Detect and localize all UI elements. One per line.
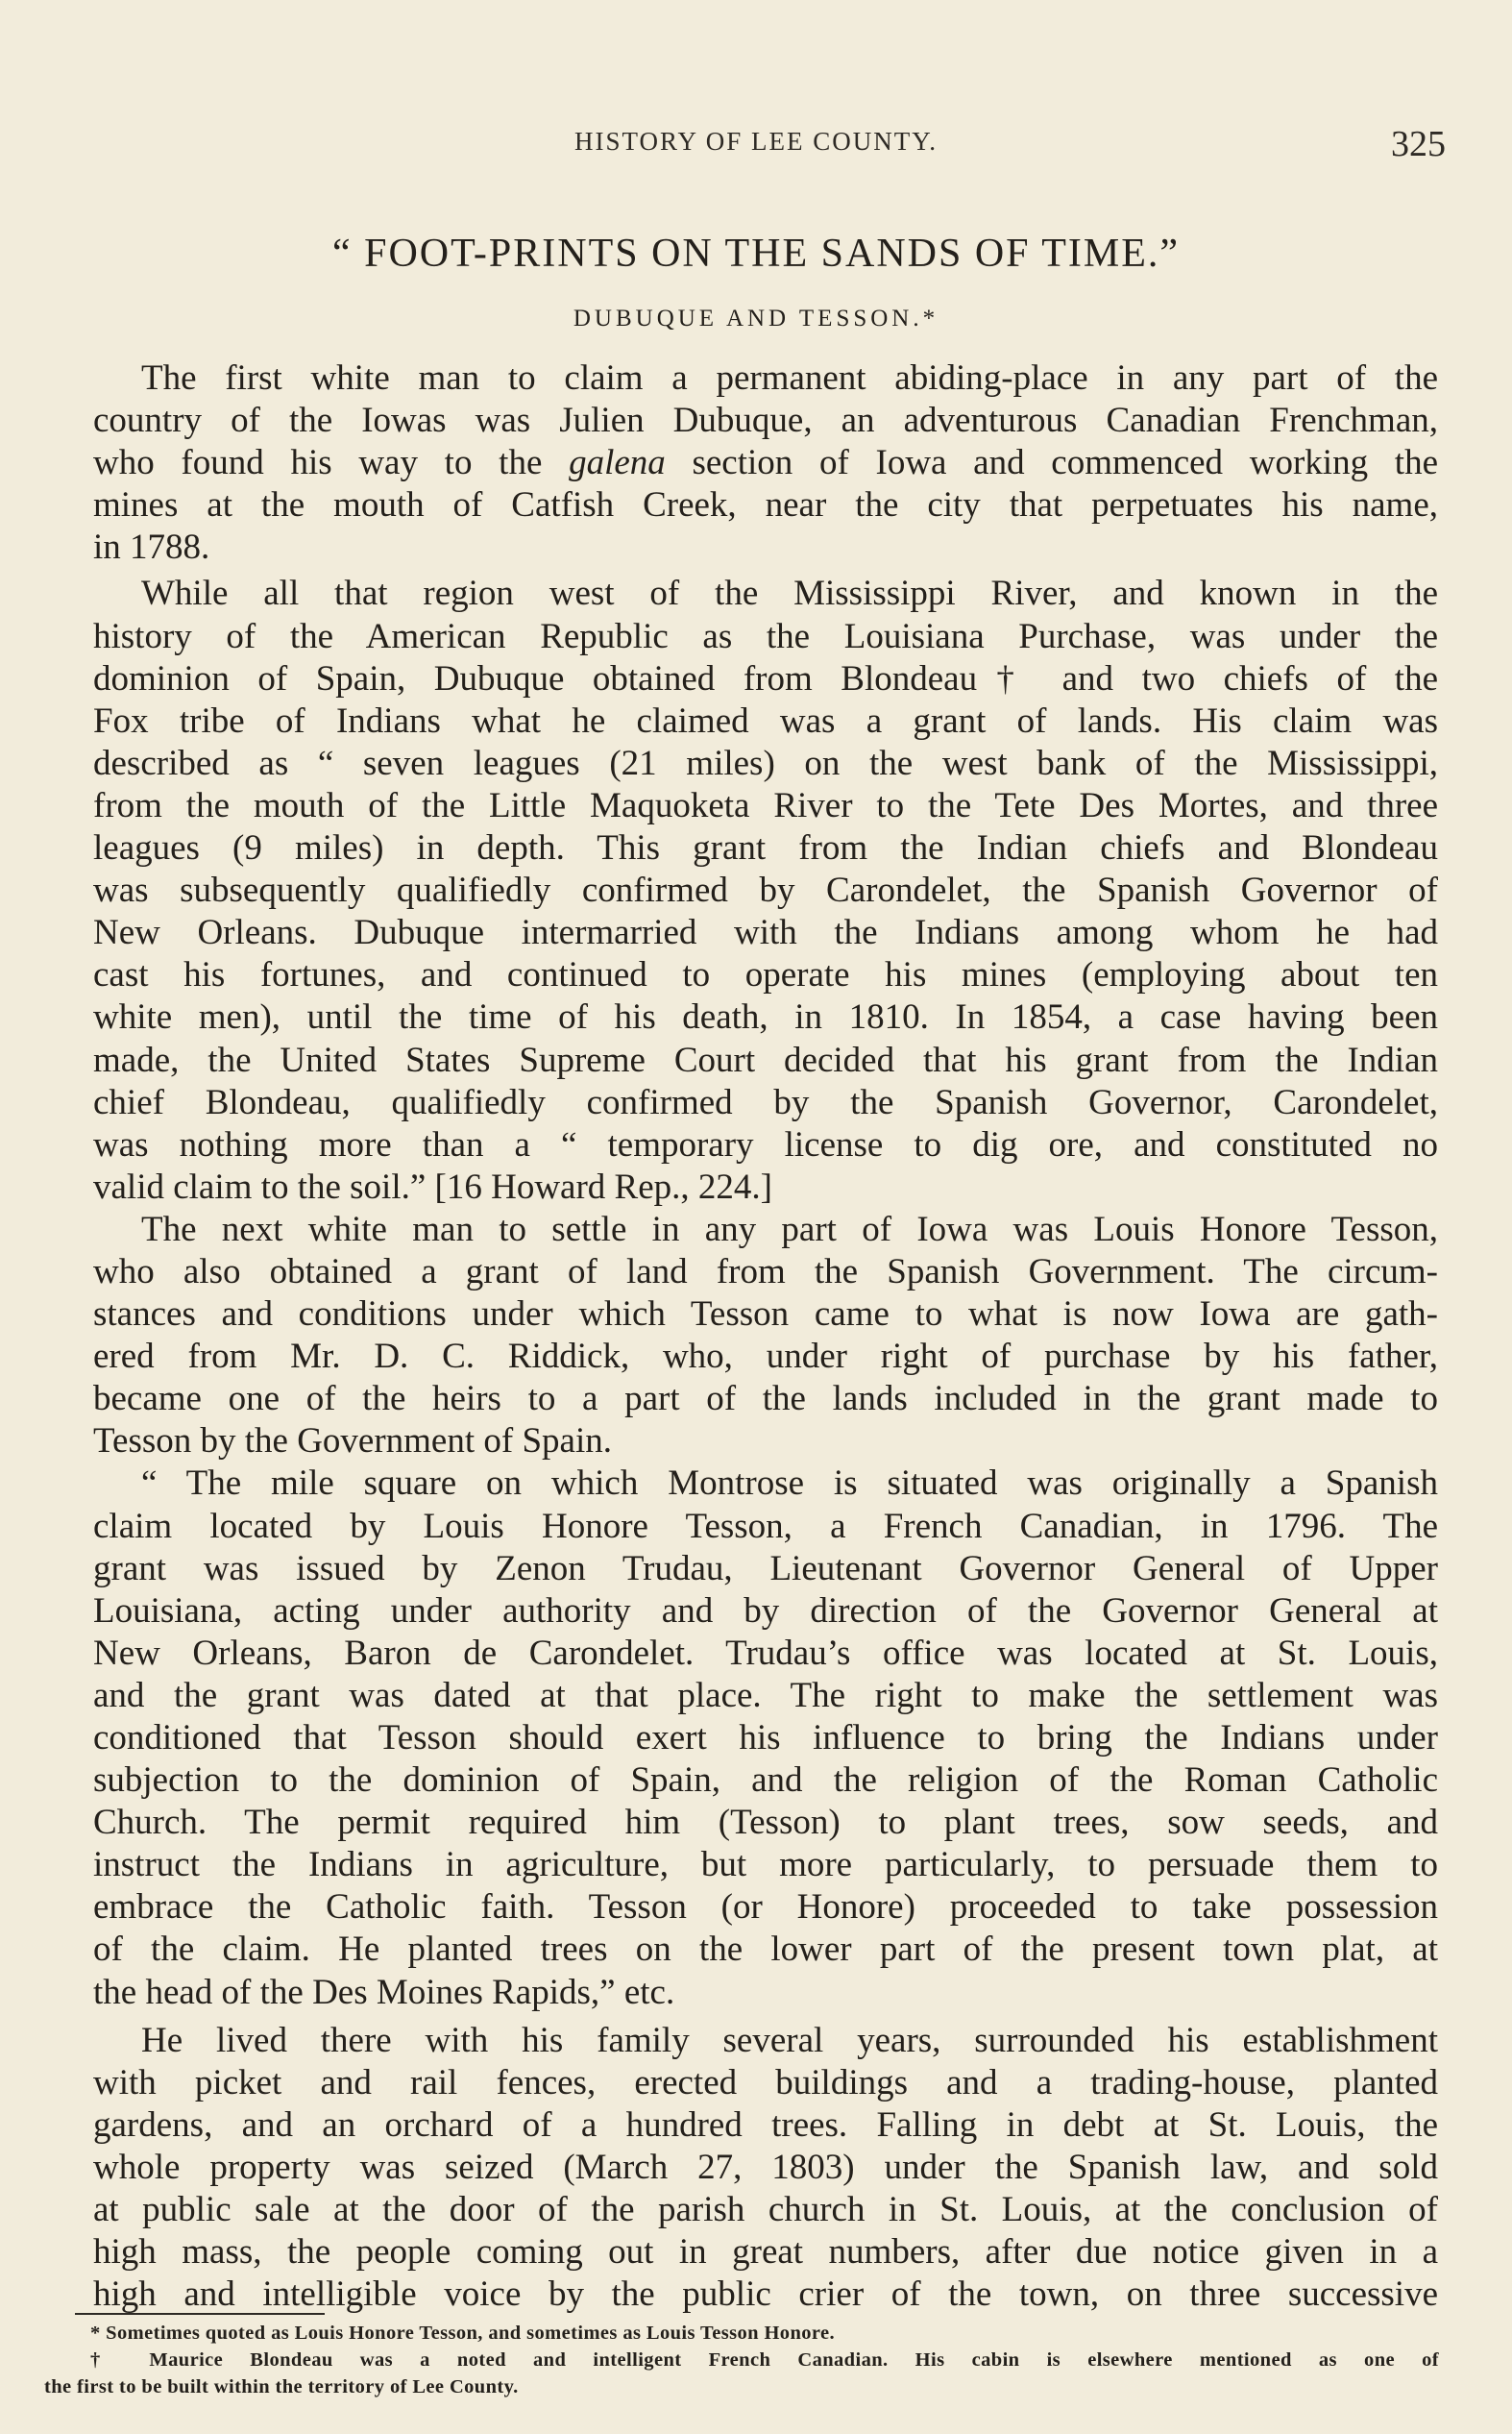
text-line: Church. The permit required him (Tesson) to plant trees, sow seeds, and bbox=[93, 1803, 1438, 1843]
chapter-title: “ FOOT-PRINTS ON THE SANDS OF TIME.” bbox=[331, 232, 1181, 276]
text-line: was subsequently qualifiedly confirmed by Carondelet, the Spanish Governor of bbox=[93, 871, 1438, 911]
text-line: with picket and rail fences, erected buildings and a trading-house, planted bbox=[93, 2062, 1438, 2102]
text-line: was nothing more than a “ temporary license to dig ore, and constituted no bbox=[93, 1124, 1438, 1165]
text-line: dominion of Spain, Dubuque obtained from Blondeau† and two chiefs of the bbox=[93, 658, 1438, 699]
page-number: 325 bbox=[1391, 124, 1446, 164]
text-line: ered from Mr. D. C. Riddick, who, under right of purchase by his father, bbox=[93, 1337, 1438, 1377]
body-text bbox=[93, 357, 1438, 2316]
text-line: embrace the Catholic faith. Tesson (or Honore) proceeded to take possession bbox=[93, 1887, 1438, 1928]
text-line: New Orleans. Dubuque intermarried with the Indians among whom he had bbox=[93, 913, 1438, 953]
text-line: The next white man to settle in any part of Iowa was Louis Honore Tesson, bbox=[141, 1209, 1438, 1249]
footnote-dagger: † Maurice Blondeau was a noted and intelligent French Canadian. His cabin is elsewhere mentioned as one of bbox=[90, 2349, 1439, 2371]
text-line: claim located by Louis Honore Tesson, a French Canadian, in 1796. The bbox=[93, 1506, 1438, 1546]
text-line: whole property was seized (March 27, 1803) under the Spanish law, and sold bbox=[93, 2147, 1438, 2187]
running-title: HISTORY OF LEE COUNTY. bbox=[573, 127, 939, 156]
text-line: made, the United States Supreme Court decided that his grant from the Indian bbox=[93, 1040, 1438, 1080]
text-line: country of the Iowas was Julien Dubuque, an adventurous Canadian Frenchman, bbox=[93, 401, 1438, 441]
text-line: at public sale at the door of the parish church in St. Louis, at the conclusion of bbox=[93, 2190, 1438, 2230]
text-line: who also obtained a grant of land from the Spanish Government. The circum- bbox=[93, 1251, 1438, 1291]
text-line: stances and conditions under which Tesson came to what is now Iowa are gath- bbox=[93, 1294, 1438, 1335]
text-line: While all that region west of the Mississippi River, and known in the bbox=[141, 574, 1438, 614]
text-line: from the mouth of the Little Maquoketa River to the Tete Des Mortes, and three bbox=[93, 785, 1438, 825]
text-line: Tesson by the Government of Spain. bbox=[93, 1421, 612, 1462]
section-title: DUBUQUE AND TESSON.* bbox=[573, 306, 939, 332]
text-line: conditioned that Tesson should exert his influence to bring the Indians under bbox=[93, 1718, 1438, 1758]
running-head bbox=[0, 123, 1512, 171]
text-line: white men), until the time of his death, in 1810. In 1854, a case having been bbox=[93, 997, 1438, 1038]
text-line: described as “ seven leagues (21 miles) on the west bank of the Mississippi, bbox=[93, 743, 1438, 783]
footnotes bbox=[44, 2320, 1439, 2400]
text-line: New Orleans, Baron de Carondelet. Trudau’s office was located at St. Louis, bbox=[93, 1633, 1438, 1673]
text-line: He lived there with his family several years, surrounded his establishment bbox=[141, 2020, 1438, 2060]
text-line: subjection to the dominion of Spain, and the religion of the Roman Catholic bbox=[93, 1760, 1438, 1801]
text-line: history of the American Republic as the Louisiana Purchase, was under the bbox=[93, 616, 1438, 656]
text-line bbox=[93, 442, 1438, 484]
text-line: high and intelligible voice by the public crier of the town, on three successive bbox=[93, 2274, 1438, 2315]
text-line: chief Blondeau, qualifiedly confirmed by the Spanish Governor, Carondelet, bbox=[93, 1082, 1438, 1122]
text-span: section of Iowa and commenced working the bbox=[665, 443, 1438, 483]
text-line: high mass, the people coming out in great numbers, after due notice given in a bbox=[93, 2232, 1438, 2273]
text-line: the head of the Des Moines Rapids,” etc. bbox=[93, 1972, 675, 2012]
text-line: became one of the heirs to a part of the lands included in the grant made to bbox=[93, 1379, 1438, 1419]
text-line: instruct the Indians in agriculture, but more particularly, to persuade them to bbox=[93, 1845, 1438, 1885]
text-line: in 1788. bbox=[93, 528, 210, 568]
footnote-rule bbox=[75, 2313, 325, 2315]
text-line: Louisiana, acting under authority and by direction of the Governor General at bbox=[93, 1590, 1438, 1631]
text-line: “ The mile square on which Montrose is situated was originally a Spanish bbox=[141, 1463, 1438, 1504]
text-line: leagues (9 miles) in depth. This grant from the Indian chiefs and Blondeau bbox=[93, 828, 1438, 869]
text-line: cast his fortunes, and continued to operate his mines (employing about ten bbox=[93, 955, 1438, 996]
text-line: valid claim to the soil.” [16 Howard Rep., 224.] bbox=[93, 1167, 772, 1207]
text-line: The first white man to claim a permanent abiding-place in any part of the bbox=[141, 358, 1438, 398]
footnote-dagger-continued: the first to be built within the territory of Lee County. bbox=[44, 2376, 519, 2397]
text-line: Fox tribe of Indians what he claimed was a grant of lands. His claim was bbox=[93, 701, 1438, 741]
text-line: mines at the mouth of Catfish Creek, near the city that perpetuates his name, bbox=[93, 485, 1438, 526]
text-line: and the grant was dated at that place. The right to make the settlement was bbox=[93, 1675, 1438, 1715]
text-line: of the claim. He planted trees on the lower part of the present town plat, at bbox=[93, 1930, 1438, 1970]
italic-word: galena bbox=[569, 443, 666, 483]
text-line: grant was issued by Zenon Trudau, Lieutenant Governor General of Upper bbox=[93, 1548, 1438, 1588]
text-span: who found his way to the bbox=[93, 443, 570, 483]
footnote-asterisk: * Sometimes quoted as Louis Honore Tesson, and sometimes as Louis Tesson Honore. bbox=[90, 2323, 836, 2344]
text-line: gardens, and an orchard of a hundred trees. Falling in debt at St. Louis, the bbox=[93, 2104, 1438, 2145]
